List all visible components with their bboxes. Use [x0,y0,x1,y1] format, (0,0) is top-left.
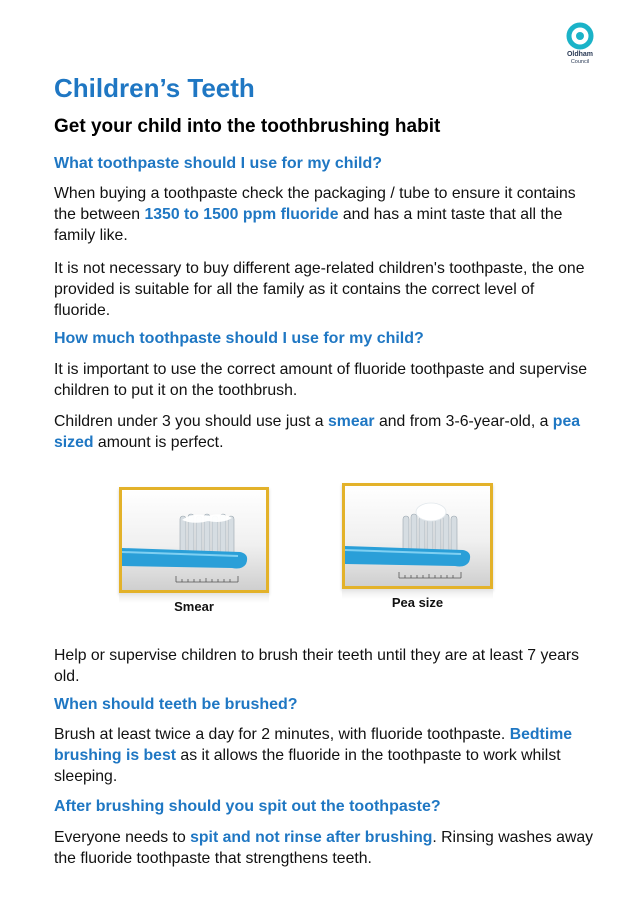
smear-toothbrush-image [119,487,269,593]
figure-pea-size [342,483,493,615]
figure-smear [119,487,269,619]
toothbrush-pea-size-icon [345,486,490,586]
paragraph-smear-pea: Children under 3 you should use just a smear and from 3-6-year-old, a pea sized amount is perfect. [54,413,581,451]
highlight-bedtime: Bedtime brushing is best [54,726,573,764]
paragraph-supervise-brushing: Help or supervise children to brush their teeth until they are at least 7 years old. [54,647,580,685]
heading-which-toothpaste: What toothpaste should I use for my child? [54,155,383,172]
heading-how-much-toothpaste: How much toothpaste should I use for my child? [54,330,424,347]
paragraph-age-related: It is not necessary to buy different age-related children's toothpaste, the one provided is suitable for all the family as it contains the correct level of fluoride. [54,260,585,319]
page-subtitle: Get your child into the toothbrushing habit [54,116,441,137]
paragraph-brush-twice: Brush at least twice a day for 2 minutes, with fluoride toothpaste. Bedtime brushing is best as it allows the fluoride in the toothpaste to work whilst sleeping. [54,726,573,785]
logo-name: Oldham [566,51,594,58]
page-title: Children’s Teeth [54,73,255,103]
highlight-spit-not-rinse: spit and not rinse after brushing [190,829,433,846]
highlight-pea-sized: pea sized [54,413,581,451]
heading-spit-out: After brushing should you spit out the toothpaste? [54,798,441,815]
pea-size-toothbrush-image [342,483,493,589]
paragraph-correct-amount: It is important to use the correct amount of fluoride toothpaste and supervise children to put it on the toothbrush. [54,361,587,399]
logo-subtitle: Council [570,59,590,65]
logo-ring-icon [566,22,594,50]
caption-pea-size: Pea size [391,595,444,610]
paragraph-buying-toothpaste: When buying a toothpaste check the packaging / tube to ensure it contains the between 1350 to 1500 ppm fluoride and has a mint taste that all the family like. [54,185,576,244]
highlight-smear: smear [328,413,375,430]
caption-smear: Smear [174,599,214,614]
oldham-council-logo [557,22,603,65]
heading-when-brush: When should teeth be brushed? [54,696,298,713]
toothbrush-smear-icon [122,490,266,590]
highlight-fluoride-amount: 1350 to 1500 ppm fluoride [144,206,339,223]
paragraph-spit-not-rinse: Everyone needs to spit and not rinse after brushing. Rinsing washes away the fluoride toothpaste that strengthens teeth. [54,829,594,867]
